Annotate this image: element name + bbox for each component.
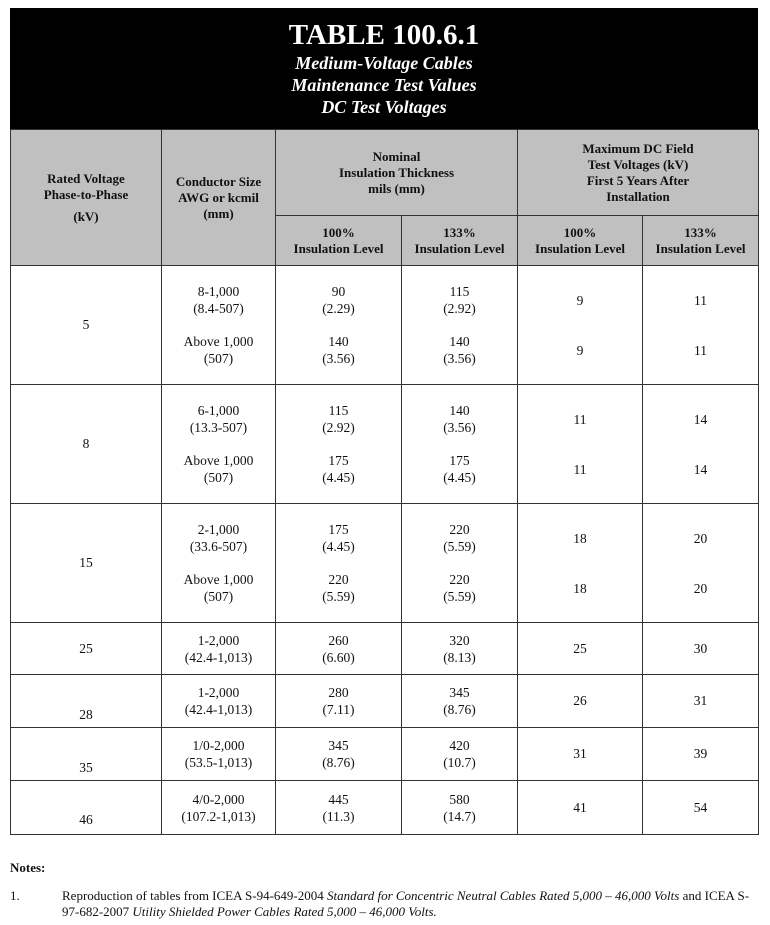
rated-voltage-cell: 8 xyxy=(11,385,162,504)
conductor-size-cell: 1-2,000 (42.4-1,013) xyxy=(162,675,276,728)
conductor-size-cell: 8-1,000 (8.4-507) Above 1,000 (507) xyxy=(162,266,276,385)
thickness-133-cell: 320 (8.13) xyxy=(402,623,518,675)
header-conductor-size: Conductor Size AWG or kcmil (mm) xyxy=(162,130,276,266)
voltage-133-cell: 11 11 xyxy=(643,266,759,385)
rated-voltage-cell: 5 xyxy=(11,266,162,385)
thickness-133-cell: 580 (14.7) xyxy=(402,781,518,835)
header-thickness-133: 133% Insulation Level xyxy=(402,216,518,266)
voltage-133-cell: 31 xyxy=(643,675,759,728)
thickness-100-cell: 445 (11.3) xyxy=(276,781,402,835)
table-subtitle-2: Maintenance Test Values xyxy=(291,75,477,95)
voltage-133-cell: 39 xyxy=(643,728,759,781)
thickness-133-cell: 345 (8.76) xyxy=(402,675,518,728)
table-number: TABLE 100.6.1 xyxy=(288,19,480,51)
header-voltage-100: 100% Insulation Level xyxy=(518,216,643,266)
voltage-100-cell: 9 9 xyxy=(518,266,643,385)
table-row xyxy=(11,266,759,385)
header-rated-voltage: Rated Voltage Phase-to-Phase (kV) xyxy=(11,130,162,266)
voltage-133-cell: 30 xyxy=(643,623,759,675)
test-values-table xyxy=(10,129,759,835)
table-row xyxy=(11,675,759,728)
thickness-100-cell: 260 (6.60) xyxy=(276,623,402,675)
header-nominal-thickness: Nominal Insulation Thickness mils (mm) xyxy=(276,130,518,216)
header-voltage-133: 133% Insulation Level xyxy=(643,216,759,266)
rated-voltage-cell: 46 xyxy=(11,781,162,835)
thickness-100-cell: 90 (2.29) 140 (3.56) xyxy=(276,266,402,385)
rated-voltage-cell: 25 xyxy=(11,623,162,675)
rated-voltage-cell: 28 xyxy=(11,675,162,728)
table-row xyxy=(11,623,759,675)
voltage-100-cell: 18 18 xyxy=(518,504,643,623)
conductor-size-cell: 1/0-2,000 (53.5-1,013) xyxy=(162,728,276,781)
voltage-100-cell: 11 11 xyxy=(518,385,643,504)
rated-voltage-cell: 15 xyxy=(11,504,162,623)
table-row xyxy=(11,504,759,623)
table-row xyxy=(11,385,759,504)
conductor-size-cell: 4/0-2,000 (107.2-1,013) xyxy=(162,781,276,835)
header-max-dc-voltage: Maximum DC Field Test Voltages (kV) First 5 Years After Installation xyxy=(518,130,759,216)
thickness-100-cell: 345 (8.76) xyxy=(276,728,402,781)
notes-section xyxy=(10,860,758,920)
note-item xyxy=(10,888,758,920)
voltage-100-cell: 31 xyxy=(518,728,643,781)
voltage-133-cell: 20 20 xyxy=(643,504,759,623)
voltage-100-cell: 25 xyxy=(518,623,643,675)
voltage-100-cell: 26 xyxy=(518,675,643,728)
table-subtitle-3: DC Test Voltages xyxy=(321,97,447,117)
voltage-100-cell: 41 xyxy=(518,781,643,835)
table-subtitle-1: Medium-Voltage Cables xyxy=(295,53,473,73)
table-row xyxy=(11,728,759,781)
note-text: Reproduction of tables from ICEA S-94-649-2004 Standard for Concentric Neutral Cables Rated 5,000 – 46,000 Volts and ICEA S-97-682-2007 Utility Shielded Power Cables Rated 5,000 – 46,000 Volts. xyxy=(62,888,750,919)
conductor-size-cell: 2-1,000 (33.6-507) Above 1,000 (507) xyxy=(162,504,276,623)
voltage-133-cell: 54 xyxy=(643,781,759,835)
thickness-100-cell: 280 (7.11) xyxy=(276,675,402,728)
table-row xyxy=(11,781,759,835)
rated-voltage-cell: 35 xyxy=(11,728,162,781)
notes-heading: Notes: xyxy=(10,860,46,875)
thickness-133-cell: 115 (2.92) 140 (3.56) xyxy=(402,266,518,385)
thickness-100-cell: 115 (2.92) 175 (4.45) xyxy=(276,385,402,504)
thickness-100-cell: 175 (4.45) 220 (5.59) xyxy=(276,504,402,623)
voltage-133-cell: 14 14 xyxy=(643,385,759,504)
header-thickness-100: 100% Insulation Level xyxy=(276,216,402,266)
table-title-block xyxy=(10,8,758,129)
conductor-size-cell: 6-1,000 (13.3-507) Above 1,000 (507) xyxy=(162,385,276,504)
thickness-133-cell: 220 (5.59) 220 (5.59) xyxy=(402,504,518,623)
conductor-size-cell: 1-2,000 (42.4-1,013) xyxy=(162,623,276,675)
thickness-133-cell: 420 (10.7) xyxy=(402,728,518,781)
note-number: 1. xyxy=(10,888,20,903)
thickness-133-cell: 140 (3.56) 175 (4.45) xyxy=(402,385,518,504)
